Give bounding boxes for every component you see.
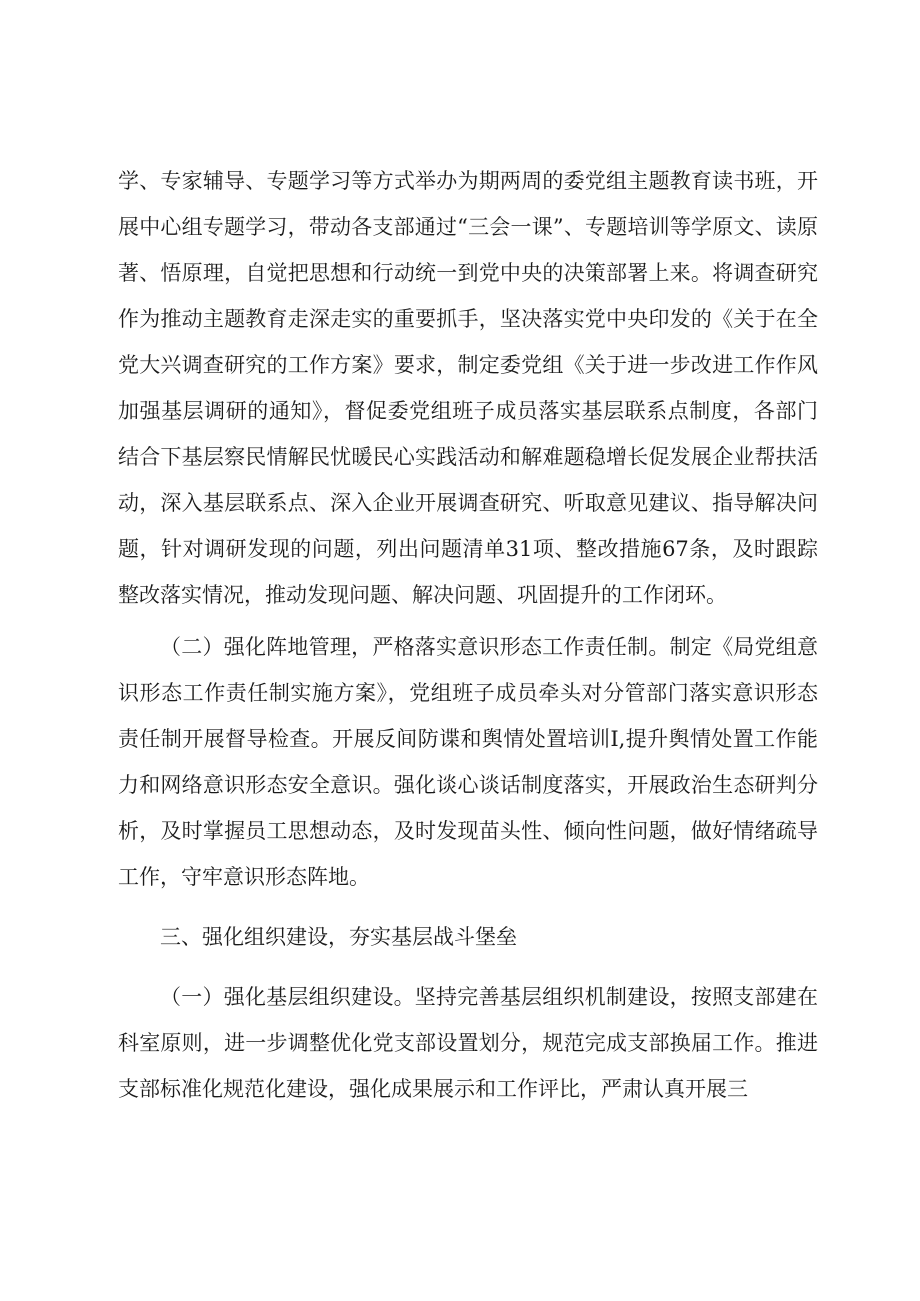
paragraph-grassroots-organization: （一）强化基层组织建设。坚持完善基层组织机制建设，按照支部建在科室原则，进一步调整优化党支部设置划分，规范完成支部换届工作。推进支部标准化规范化建设，强化成果展示和工作评比，严肃认真开展三 — [118, 985, 818, 1101]
paragraph-study-and-research: 学、专家辅导、专题学习等方式举办为期两周的委党组主题教育读书班，开展中心组专题学习，带动各支部通过“三会一课”、专题培训等学原文、读原著、悟原理，自觉把思想和行动统一到党中央的决策部署上来。将调查研究作为推动主题教育走深走实的重要抓手，坚决落实党中央印发的《关于在全党大兴调查研究的工作方案》要求，制定委党组《关于进一步改进工作作风加强基层调研的通知》，督促委党组班子成员落实基层联系点制度，各部门结合下基层察民情解民忧暖民心实践活动和解难题稳增长促发展企业帮扶活动，深入基层联系点、深入企业开展调查研究、听取意见建议、指导解决问题，针对调研发现的问题，列出问题清单31项、整改措施67条，及时跟踪整改落实情况，推动发现问题、解决问题、巩固提升的工作闭环。 — [118, 169, 818, 607]
section-heading-organization: 三、强化组织建设，夯实基层战斗堡垒 — [160, 925, 517, 949]
document-body — [118, 158, 818, 1112]
paragraph-ideology-management: （二）强化阵地管理，严格落实意识形态工作责任制。制定《局党组意识形态工作责任制实施方案》，党组班子成员牵头对分管部门落实意识形态责任制开展督导检查。开展反间防谍和舆情处置培训I,提升舆情处置工作能力和网络意识形态安全意识。强化谈心谈话制度落实，开展政治生态研判分析，及时掌握员工思想动态，及时发现苗头性、倾向性问题，做好情绪疏导工作，守牢意识形态阵地。 — [118, 635, 818, 889]
